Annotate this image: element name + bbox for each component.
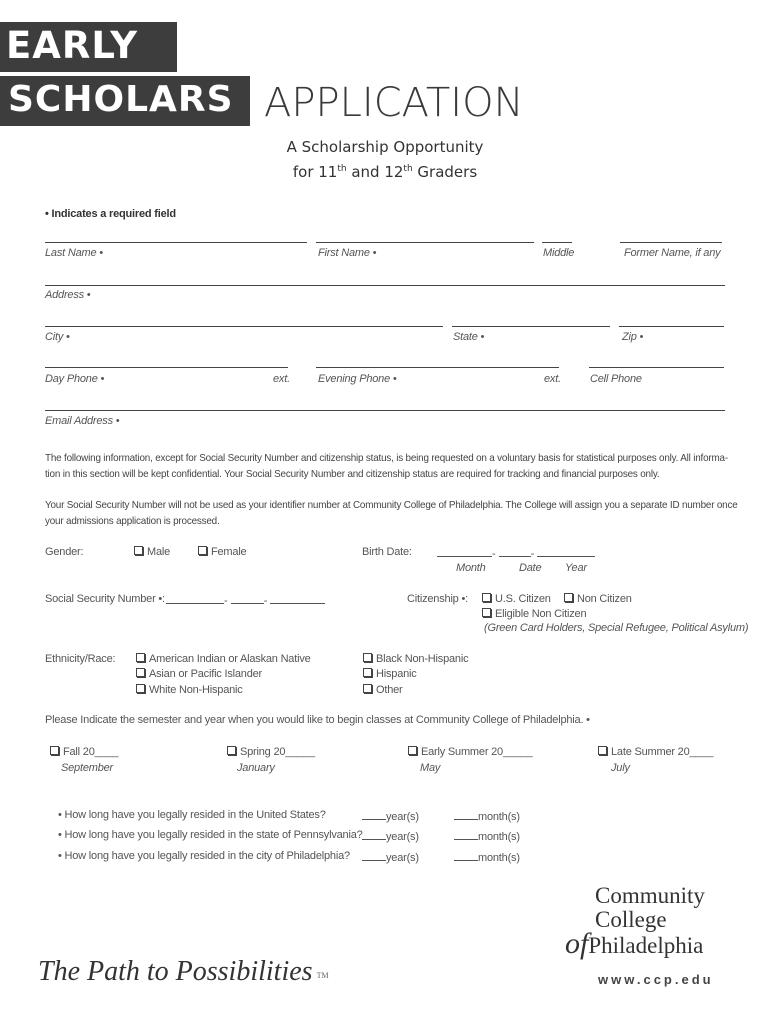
title-early-banner — [0, 22, 177, 72]
checkbox-icon[interactable] — [363, 668, 372, 677]
semester-option-spring[interactable] — [227, 746, 315, 758]
ethnicity-option[interactable] — [136, 684, 243, 696]
former-name-line[interactable] — [620, 242, 722, 243]
last-name-label: Last Name • — [45, 247, 103, 259]
years-field-pa[interactable] — [362, 829, 419, 843]
privacy-line: The following information, except for Social Security Number and citizenship status, is being requested on a voluntary basis for statistical purposes only. All informa- — [45, 453, 728, 464]
ethnicity-option-label: White Non-Hispanic — [149, 684, 243, 696]
semester-option-label: Early Summer 20_____ — [421, 746, 533, 758]
superscript: th — [403, 164, 413, 174]
citizenship-label: Citizenship •: — [407, 593, 468, 605]
semester-option-late-summer[interactable] — [598, 746, 713, 758]
subtitle — [240, 136, 530, 183]
ssn-part1-field[interactable] — [166, 593, 224, 604]
zip-line[interactable] — [619, 326, 724, 327]
months-label: month(s) — [478, 852, 520, 864]
first-name-label: First Name • — [318, 247, 377, 259]
months-label: month(s) — [478, 831, 520, 843]
us-citizen-option[interactable] — [482, 593, 551, 605]
subtitle-part: and 12 — [346, 163, 404, 181]
non-citizen-option[interactable] — [564, 593, 632, 605]
subtitle-line1: A Scholarship Opportunity — [286, 138, 484, 156]
title-scholars-banner — [0, 76, 250, 126]
eligible-non-citizen-label: Eligible Non Citizen — [495, 608, 587, 620]
email-line[interactable] — [45, 410, 725, 411]
birth-date-fields[interactable]: - - — [437, 546, 595, 560]
first-name-line[interactable] — [316, 242, 534, 243]
years-blank[interactable] — [362, 850, 386, 861]
months-field-pa[interactable] — [454, 829, 520, 843]
checkbox-icon[interactable] — [363, 653, 372, 662]
state-line[interactable] — [452, 326, 610, 327]
years-label: year(s) — [386, 811, 419, 823]
semester-month: July — [611, 762, 630, 774]
year-label: Year — [565, 562, 587, 574]
former-name-label: Former Name, if any — [624, 247, 721, 259]
semester-month: May — [420, 762, 441, 774]
privacy-line: tion in this section will be kept confidential. Your Social Security Number and citizenship status are required for tracking and financial purposes only. — [45, 469, 660, 480]
ext-label: ext. — [273, 373, 290, 385]
ethnicity-label: Ethnicity/Race: — [45, 653, 116, 665]
ssn-fields[interactable]: - - — [166, 593, 325, 607]
zip-label: Zip • — [622, 331, 644, 343]
semester-month: January — [237, 762, 275, 774]
date-label: Date — [519, 562, 542, 574]
ethnicity-option-label: Hispanic — [376, 668, 417, 680]
day-phone-line[interactable] — [45, 367, 288, 368]
months-blank[interactable] — [454, 850, 478, 861]
last-name-line[interactable] — [45, 242, 307, 243]
ethnicity-option[interactable] — [136, 668, 262, 680]
semester-option-label: Late Summer 20____ — [611, 746, 714, 758]
ethnicity-option-label: Asian or Pacific Islander — [149, 668, 262, 680]
months-blank[interactable] — [454, 809, 478, 820]
address-label: Address • — [45, 289, 91, 301]
checkbox-icon[interactable] — [598, 746, 607, 755]
ssn-part2-field[interactable] — [231, 593, 264, 604]
residency-question-city: • How long have you legally resided in the city of Philadelphia? — [58, 850, 350, 862]
semester-month: September — [61, 762, 114, 774]
cell-phone-line[interactable] — [589, 367, 724, 368]
college-philadelphia: Philadelphia — [588, 933, 704, 958]
male-label: Male — [147, 546, 171, 558]
ssn-line: your admissions application is processed. — [45, 516, 220, 527]
checkbox-icon[interactable] — [408, 746, 417, 755]
birth-date-label: Birth Date: — [362, 546, 412, 558]
checkbox-icon[interactable] — [564, 593, 573, 602]
gender-male-option[interactable] — [134, 546, 170, 558]
middle-label: Middle — [543, 247, 575, 259]
citizenship-note: (Green Card Holders, Special Refugee, Political Asylum) — [484, 622, 749, 634]
ethnicity-option[interactable] — [363, 684, 403, 696]
months-label: month(s) — [478, 811, 520, 823]
city-line[interactable] — [45, 326, 443, 327]
ethnicity-option[interactable] — [363, 653, 468, 665]
us-citizen-label: U.S. Citizen — [495, 593, 551, 605]
address-line[interactable] — [45, 285, 725, 286]
non-citizen-label: Non Citizen — [577, 593, 632, 605]
ethnicity-option[interactable] — [136, 653, 311, 665]
ssn-part3-field[interactable] — [270, 593, 325, 604]
checkbox-icon[interactable] — [134, 546, 143, 555]
ethnicity-option[interactable] — [363, 668, 417, 680]
tagline — [38, 956, 329, 988]
years-blank[interactable] — [362, 829, 386, 840]
checkbox-icon[interactable] — [136, 668, 145, 677]
title-scholars: SCHOLARS — [8, 79, 234, 120]
residency-question-text: How long have you legally resided in the city of Philadelphia? — [64, 850, 350, 862]
birth-year-field[interactable] — [537, 546, 595, 557]
checkbox-icon[interactable] — [50, 746, 59, 755]
superscript: th — [337, 164, 347, 174]
checkbox-icon[interactable] — [482, 608, 491, 617]
semester-option-label: Spring 20_____ — [240, 746, 315, 758]
college-line2: College — [595, 907, 667, 932]
city-label: City • — [45, 331, 70, 343]
trademark: TM — [316, 971, 329, 980]
ethnicity-option-label: Black Non-Hispanic — [376, 653, 469, 665]
checkbox-icon[interactable] — [482, 593, 491, 602]
ext-label: ext. — [544, 373, 561, 385]
email-label: Email Address • — [45, 415, 120, 427]
subtitle-part: for 11 — [292, 163, 338, 181]
residency-question-pa: • How long have you legally resided in the state of Pennsylvania? — [58, 829, 363, 841]
residency-question-text: How long have you legally resided in the United States? — [64, 809, 326, 821]
ethnicity-option-label: American Indian or Alaskan Native — [149, 653, 311, 665]
ssn-paragraph — [45, 498, 745, 530]
months-field-us[interactable] — [454, 809, 520, 823]
subtitle-line2 — [240, 158, 530, 183]
residency-question-text: How long have you legally resided in the state of Pennsylvania? — [64, 829, 363, 841]
semester-prompt: Please Indicate the semester and year when you would like to begin classes at Community College of Philadelphia. • — [45, 714, 590, 726]
privacy-paragraph — [45, 451, 745, 483]
checkbox-icon[interactable] — [136, 653, 145, 662]
checkbox-icon[interactable] — [227, 746, 236, 755]
tagline-text: The Path to Possibilities — [38, 956, 313, 987]
eligible-non-citizen-option[interactable] — [482, 608, 586, 620]
college-of: of — [565, 927, 589, 960]
birth-day-field[interactable] — [499, 546, 531, 557]
gender-label: Gender: — [45, 546, 84, 558]
college-logo — [565, 884, 735, 958]
middle-line[interactable] — [542, 242, 572, 243]
state-label: State • — [453, 331, 485, 343]
checkbox-icon[interactable] — [136, 684, 145, 693]
evening-phone-line[interactable] — [316, 367, 559, 368]
months-field-city[interactable] — [454, 850, 520, 864]
day-phone-label: Day Phone • — [45, 373, 105, 385]
college-url: www.ccp.edu — [598, 972, 714, 987]
semester-option-early-summer[interactable] — [408, 746, 533, 758]
years-field-us[interactable] — [362, 809, 419, 823]
month-label: Month — [456, 562, 486, 574]
checkbox-icon[interactable] — [363, 684, 372, 693]
ssn-line: Your Social Security Number will not be used as your identifier number at Community College of Philadelphia. The College will assign you a separate ID number once — [45, 500, 738, 511]
required-note: • Indicates a required field — [45, 208, 176, 220]
evening-phone-label: Evening Phone • — [318, 373, 397, 385]
title-application: APPLICATION — [264, 80, 524, 126]
birth-month-field[interactable] — [437, 546, 492, 557]
college-line1: Community — [595, 883, 705, 908]
semester-option-label: Fall 20____ — [63, 746, 119, 758]
female-label: Female — [211, 546, 247, 558]
years-blank[interactable] — [362, 809, 386, 820]
gender-female-option[interactable] — [198, 546, 246, 558]
subtitle-part: Graders — [412, 163, 478, 181]
ethnicity-option-label: Other — [376, 684, 403, 696]
residency-question-us: • How long have you legally resided in the United States? — [58, 809, 326, 821]
college-line3 — [565, 927, 735, 960]
ssn-label: Social Security Number •: — [45, 593, 165, 605]
years-label: year(s) — [386, 852, 419, 864]
checkbox-icon[interactable] — [198, 546, 207, 555]
title-early: EARLY — [6, 24, 139, 67]
years-label: year(s) — [386, 831, 419, 843]
months-blank[interactable] — [454, 829, 478, 840]
years-field-city[interactable] — [362, 850, 419, 864]
semester-option-fall[interactable] — [50, 746, 118, 758]
cell-phone-label: Cell Phone — [590, 373, 642, 385]
